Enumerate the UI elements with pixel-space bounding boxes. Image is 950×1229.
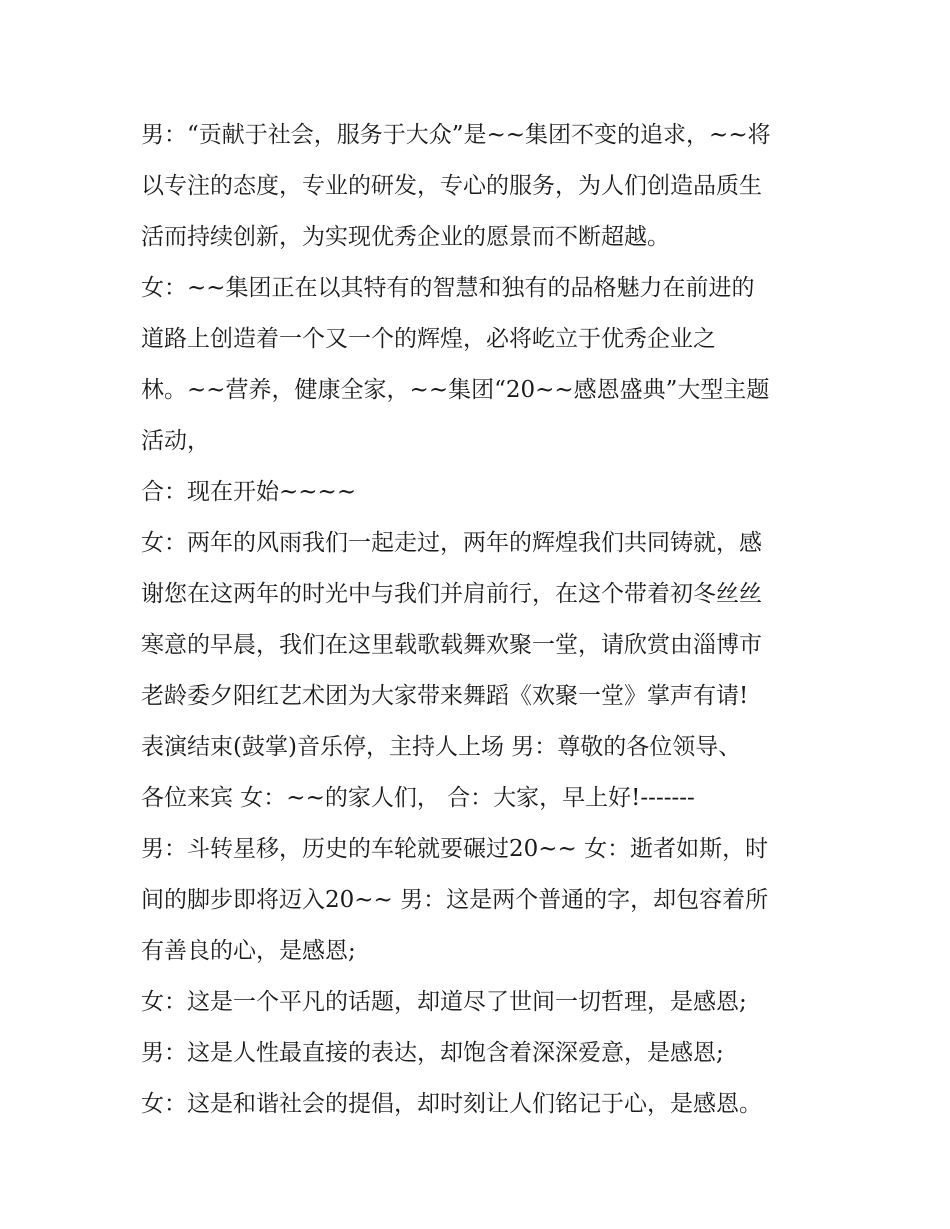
text-line: 道路上创造着一个又一个的辉煌，必将屹立于优秀企业之 bbox=[141, 326, 716, 352]
text-line: 女：~~集团正在以其特有的智慧和独有的品格魅力在前进的 bbox=[141, 275, 755, 301]
text-line: 谢您在这两年的时光中与我们并肩前行，在这个带着初冬丝丝 bbox=[141, 581, 762, 607]
text-line: 男：斗转星移，历史的车轮就要碾过20~~ 女：逝者如斯，时 bbox=[141, 836, 769, 862]
text-line: 寒意的早晨，我们在这里载歌载舞欢聚一堂，请欣赏由淄博市 bbox=[141, 632, 762, 658]
text-line: 林。~~营养，健康全家，~~集团“20~~感恩盛典”大型主题 bbox=[141, 377, 770, 403]
text-line: 男：“贡献于社会，服务于大众”是~~集团不变的追求，~~将 bbox=[141, 122, 771, 148]
text-line: 活而持续创新，为实现优秀企业的愿景而不断超越。 bbox=[141, 224, 670, 250]
text-line: 合：现在开始~~~~ bbox=[141, 479, 357, 505]
text-line: 老龄委夕阳红艺术团为大家带来舞蹈《欢聚一堂》掌声有请! bbox=[141, 683, 749, 709]
document-body bbox=[141, 110, 821, 1130]
text-line: 表演结束(鼓掌)音乐停，主持人上场 男：尊敬的各位领导、 bbox=[141, 734, 742, 760]
text-line: 活动， bbox=[141, 428, 210, 454]
text-line: 女：两年的风雨我们一起走过，两年的辉煌我们共同铸就，感 bbox=[141, 530, 762, 556]
text-line: 以专注的态度，专业的研发，专心的服务，为人们创造品质生 bbox=[141, 173, 762, 199]
text-line: 各位来宾 女：~~的家人们， 合：大家，早上好!------- bbox=[141, 785, 695, 811]
text-line: 女：这是一个平凡的话题，却道尽了世间一切哲理，是感恩; bbox=[141, 989, 747, 1015]
text-line: 女：这是和谐社会的提倡，却时刻让人们铭记于心，是感恩。 bbox=[141, 1091, 762, 1117]
text-line: 间的脚步即将迈入20~~ 男：这是两个普通的字，却包容着所 bbox=[141, 887, 769, 913]
text-line: 男：这是人性最直接的表达，却饱含着深深爱意，是感恩; bbox=[141, 1040, 724, 1066]
text-line: 有善良的心，是感恩; bbox=[141, 938, 356, 964]
